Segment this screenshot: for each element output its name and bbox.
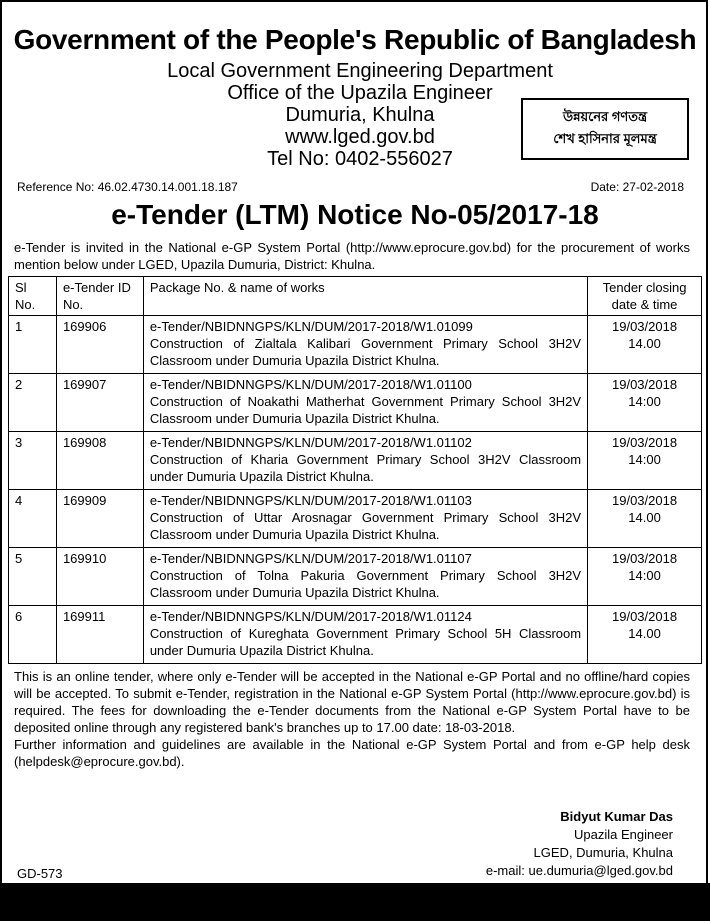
header-website: www.lged.gov.bd <box>285 126 435 148</box>
signatory-email: e-mail: ue.dumuria@lged.gov.bd <box>485 863 673 878</box>
closing-date: 19/03/2018 <box>612 551 678 566</box>
table-row <box>9 432 702 490</box>
closing-time: 14:00 <box>628 452 661 467</box>
cell-closing <box>588 548 702 606</box>
closing-date: 19/03/2018 <box>612 435 678 450</box>
header-department: Local Government Engineering Department <box>167 60 553 82</box>
cell-sl: 5 <box>9 548 57 606</box>
package-number: e-Tender/NBIDNNGPS/KLN/DUM/2017-2018/W1.01107 <box>149 551 472 566</box>
gd-number: GD-573 <box>17 866 63 881</box>
signature-block <box>486 808 673 880</box>
header-phone: Tel No: 0402-556027 <box>267 148 453 170</box>
header-tender-id: e-Tender ID No. <box>56 277 143 316</box>
cell-tender-id: 169909 <box>56 490 143 548</box>
slogan-box <box>521 98 689 160</box>
closing-time: 14.00 <box>628 336 661 351</box>
tender-table <box>8 276 702 664</box>
package-number: e-Tender/NBIDNNGPS/KLN/DUM/2017-2018/W1.01099 <box>149 319 473 334</box>
package-number: e-Tender/NBIDNNGPS/KLN/DUM/2017-2018/W1.01124 <box>149 609 472 624</box>
signatory-office: LGED, Dumuria, Khulna <box>533 845 673 860</box>
slogan-line-2: শেখ হাসিনার মূলমন্ত্র <box>553 131 657 146</box>
table-row <box>9 374 702 432</box>
cell-closing <box>588 490 702 548</box>
closing-time: 14.00 <box>628 626 661 641</box>
cell-package <box>143 490 587 548</box>
header-package: Package No. & name of works <box>143 277 587 316</box>
notice-date: Date: 27-02-2018 <box>590 180 684 194</box>
cell-tender-id: 169907 <box>56 374 143 432</box>
closing-date: 19/03/2018 <box>612 609 678 624</box>
closing-date: 19/03/2018 <box>612 493 678 508</box>
closing-time: 14:00 <box>628 568 661 583</box>
header-location: Dumuria, Khulna <box>285 104 435 126</box>
header-office: Office of the Upazila Engineer <box>227 82 493 104</box>
cell-tender-id: 169908 <box>56 432 143 490</box>
cell-sl: 1 <box>9 316 57 374</box>
table-row <box>9 316 702 374</box>
work-name: Construction of Noakathi Matherhat Government Primary School 3H2V Classroom under Dumuria Upazila District Khulna. <box>149 394 582 426</box>
cell-closing <box>588 374 702 432</box>
cell-sl: 4 <box>9 490 57 548</box>
cell-package <box>143 432 587 490</box>
header-title: Government of the People's Republic of Bangladesh <box>13 24 697 55</box>
closing-date: 19/03/2018 <box>612 377 678 392</box>
signatory-designation: Upazila Engineer <box>573 827 673 842</box>
closing-time: 14:00 <box>628 394 661 409</box>
work-name: Construction of Tolna Pakuria Government Primary School 3H2V Classroom under Dumuria Upazila District Khulna. <box>149 568 582 600</box>
table-row <box>9 606 702 664</box>
terms-paragraph-2: Further information and guidelines are available in the National e-GP System Portal and from e-GP help desk (helpdesk@eprocure.gov.bd). <box>14 737 690 769</box>
cell-package <box>143 606 587 664</box>
work-name: Construction of Zialtala Kalibari Government Primary School 3H2V Classroom under Dumuria Upazila District Khulna. <box>149 336 582 368</box>
header-closing: Tender closing date & time <box>588 277 702 316</box>
cell-sl: 6 <box>9 606 57 664</box>
cell-tender-id: 169906 <box>56 316 143 374</box>
cell-sl: 3 <box>9 432 57 490</box>
package-number: e-Tender/NBIDNNGPS/KLN/DUM/2017-2018/W1.01100 <box>149 377 472 392</box>
cell-tender-id: 169910 <box>56 548 143 606</box>
header-sl: Sl No. <box>9 277 57 316</box>
reference-number: Reference No: 46.02.4730.14.001.18.187 <box>17 180 238 194</box>
cell-tender-id: 169911 <box>56 606 143 664</box>
work-name: Construction of Kureghata Government Primary School 5H Classroom under Dumuria Upazila District Khulna. <box>149 626 582 658</box>
cell-closing <box>588 432 702 490</box>
package-number: e-Tender/NBIDNNGPS/KLN/DUM/2017-2018/W1.01103 <box>149 493 472 508</box>
signatory-name: Bidyut Kumar Das <box>560 809 673 824</box>
cell-package <box>143 374 587 432</box>
closing-date: 19/03/2018 <box>612 319 678 334</box>
table-header-row <box>9 277 702 316</box>
terms-text <box>14 668 690 770</box>
cell-closing <box>588 316 702 374</box>
terms-paragraph-1: This is an online tender, where only e-Tender will be accepted in the National e-GP Portal and no offline/hard copies will be accepted. To submit e-Tender, registration in the National e-GP System Portal (http://www.eprocure.gov.bd) is required. The fees for downloading the e-Tender documents from the National e-GP System Portal have to be deposited online through any registered bank's branches up to 17.00 date: 18-03-2018. <box>14 669 690 735</box>
intro-paragraph: e-Tender is invited in the National e-GP System Portal (http://www.eprocure.gov.bd) for the procurement of works mention below under LGED, Upazila Dumuria, District: Khulna. <box>14 240 690 272</box>
cell-package <box>143 548 587 606</box>
cell-sl: 2 <box>9 374 57 432</box>
table-row <box>9 548 702 606</box>
bottom-border-bar <box>0 883 710 921</box>
table-row <box>9 490 702 548</box>
cell-package <box>143 316 587 374</box>
package-number: e-Tender/NBIDNNGPS/KLN/DUM/2017-2018/W1.01102 <box>149 435 472 450</box>
slogan-line-1: উন্নয়নের গণতন্ত্র <box>562 109 648 124</box>
work-name: Construction of Uttar Arosnagar Government Primary School 3H2V Classroom under Dumuria Upazila District Khulna. <box>149 510 582 542</box>
cell-closing <box>588 606 702 664</box>
notice-title: e-Tender (LTM) Notice No-05/2017-18 <box>111 199 599 230</box>
work-name: Construction of Kharia Government Primary School 3H2V Classroom under Dumuria Upazila District Khulna. <box>149 452 582 484</box>
closing-time: 14.00 <box>628 510 661 525</box>
